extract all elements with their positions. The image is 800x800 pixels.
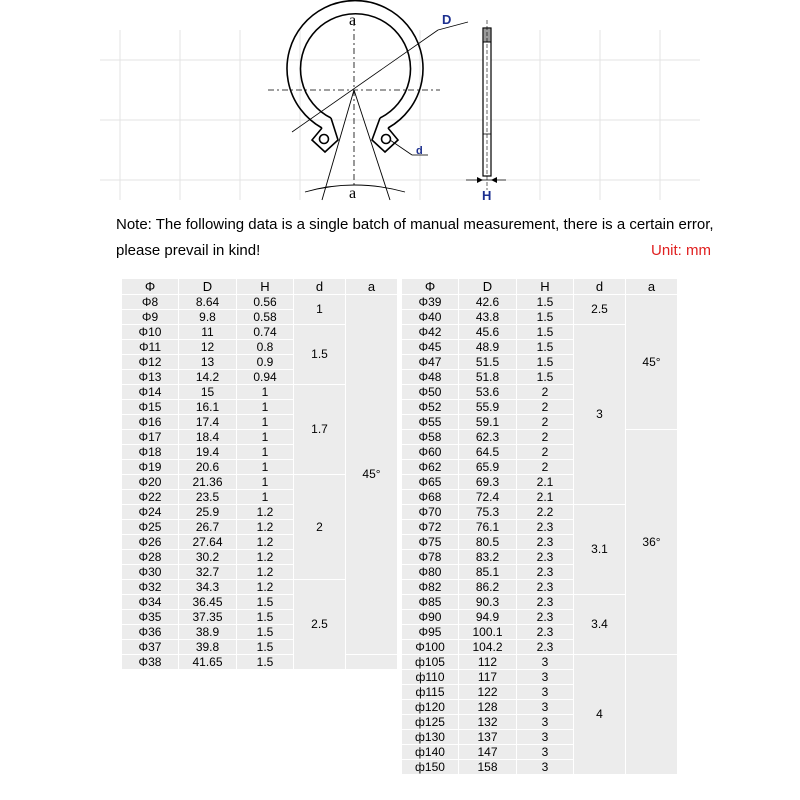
cell-H: 2.3: [517, 520, 574, 535]
cell-size: Φ15: [122, 400, 179, 415]
cell-D: 75.3: [459, 505, 517, 520]
cell-d-group: 3: [574, 325, 626, 505]
cell-H: 3: [517, 730, 574, 745]
cell-size: Φ39: [402, 295, 459, 310]
cell-a-group: [346, 655, 398, 670]
cell-size: Φ62: [402, 460, 459, 475]
cell-size: Φ80: [402, 565, 459, 580]
cell-D: 64.5: [459, 445, 517, 460]
cell-D: 94.9: [459, 610, 517, 625]
cell-D: 83.2: [459, 550, 517, 565]
table-header-row: [402, 279, 678, 295]
cell-size: Φ42: [402, 325, 459, 340]
cell-d-group: 3.4: [574, 595, 626, 655]
header-a: a: [346, 279, 398, 295]
cell-D: 53.6: [459, 385, 517, 400]
cell-D: 43.8: [459, 310, 517, 325]
cell-H: 1.5: [237, 595, 294, 610]
cell-D: 117: [459, 670, 517, 685]
label-a-top: a: [349, 12, 357, 29]
cell-size: Φ11: [122, 340, 179, 355]
cell-size: Φ19: [122, 460, 179, 475]
side-view: [466, 20, 506, 190]
cell-size: Φ9: [122, 310, 179, 325]
cell-size: Φ40: [402, 310, 459, 325]
cell-size: ф150: [402, 760, 459, 775]
cell-size: ф120: [402, 700, 459, 715]
cell-H: 3: [517, 745, 574, 760]
header-D: D: [459, 279, 517, 295]
cell-size: Φ25: [122, 520, 179, 535]
cell-H: 1.5: [517, 310, 574, 325]
cell-H: 2.3: [517, 625, 574, 640]
cell-D: 45.6: [459, 325, 517, 340]
cell-size: Φ20: [122, 475, 179, 490]
cell-H: 1: [237, 415, 294, 430]
cell-size: Φ37: [122, 640, 179, 655]
cell-size: Φ78: [402, 550, 459, 565]
cell-D: 41.65: [179, 655, 237, 670]
cell-d-group: 2: [294, 475, 346, 580]
cell-H: 2.3: [517, 550, 574, 565]
cell-H: 1.2: [237, 505, 294, 520]
cell-size: Φ14: [122, 385, 179, 400]
cell-size: Φ26: [122, 535, 179, 550]
cell-D: 65.9: [459, 460, 517, 475]
cell-size: Φ13: [122, 370, 179, 385]
cell-H: 1: [237, 385, 294, 400]
cell-H: 2: [517, 385, 574, 400]
cell-H: 0.74: [237, 325, 294, 340]
cell-H: 2.3: [517, 580, 574, 595]
cell-size: Φ90: [402, 610, 459, 625]
cell-H: 3: [517, 670, 574, 685]
note-line-1: Note: The following data is a single batch of manual measurement, there is a certain error,: [116, 216, 714, 233]
cell-H: 1.2: [237, 520, 294, 535]
cell-D: 59.1: [459, 415, 517, 430]
cell-a-group: 45°: [346, 295, 398, 655]
cell-H: 2.1: [517, 475, 574, 490]
cell-H: 1.5: [237, 640, 294, 655]
cell-D: 11: [179, 325, 237, 340]
cell-size: Φ18: [122, 445, 179, 460]
cell-size: Φ48: [402, 370, 459, 385]
cell-size: Φ85: [402, 595, 459, 610]
cell-H: 2.2: [517, 505, 574, 520]
cell-H: 1.5: [237, 610, 294, 625]
cell-size: Φ55: [402, 415, 459, 430]
cell-H: 1.2: [237, 565, 294, 580]
cell-H: 0.58: [237, 310, 294, 325]
cell-size: Φ34: [122, 595, 179, 610]
cell-size: Φ82: [402, 580, 459, 595]
cell-size: Φ16: [122, 415, 179, 430]
cell-size: Φ58: [402, 430, 459, 445]
cell-H: 2: [517, 400, 574, 415]
cell-D: 23.5: [179, 490, 237, 505]
cell-H: 2.1: [517, 490, 574, 505]
cell-d-group: 3.1: [574, 505, 626, 595]
cell-H: 1: [237, 490, 294, 505]
table-row: [122, 295, 398, 310]
cell-D: 42.6: [459, 295, 517, 310]
note-line-2: please prevail in kind!: [116, 242, 261, 259]
cell-D: 15: [179, 385, 237, 400]
header-phi: Φ: [402, 279, 459, 295]
table-row: [122, 655, 398, 670]
cell-size: Φ28: [122, 550, 179, 565]
cell-H: 2.3: [517, 535, 574, 550]
cell-H: 1: [237, 430, 294, 445]
header-d: d: [294, 279, 346, 295]
cell-D: 90.3: [459, 595, 517, 610]
cell-D: 85.1: [459, 565, 517, 580]
cell-D: 48.9: [459, 340, 517, 355]
cell-H: 1.2: [237, 580, 294, 595]
table-header-row: [122, 279, 398, 295]
cell-H: 0.94: [237, 370, 294, 385]
cell-D: 32.7: [179, 565, 237, 580]
cell-H: 2.3: [517, 595, 574, 610]
cell-H: 2: [517, 415, 574, 430]
cell-H: 0.8: [237, 340, 294, 355]
cell-D: 36.45: [179, 595, 237, 610]
cell-D: 8.64: [179, 295, 237, 310]
header-H: H: [237, 279, 294, 295]
cell-size: Φ24: [122, 505, 179, 520]
cell-H: 2: [517, 445, 574, 460]
label-D: D: [442, 12, 452, 27]
cell-size: ф110: [402, 670, 459, 685]
cell-H: 1.5: [517, 370, 574, 385]
cell-D: 62.3: [459, 430, 517, 445]
cell-size: Φ100: [402, 640, 459, 655]
cell-size: Φ30: [122, 565, 179, 580]
cell-H: 1: [237, 400, 294, 415]
cell-H: 3: [517, 700, 574, 715]
label-H: H: [482, 188, 492, 203]
drawing-grid: [100, 30, 700, 200]
cell-H: 1.5: [517, 340, 574, 355]
cell-H: 2.3: [517, 565, 574, 580]
cell-H: 0.9: [237, 355, 294, 370]
cell-size: Φ68: [402, 490, 459, 505]
cell-D: 26.7: [179, 520, 237, 535]
cell-H: 3: [517, 655, 574, 670]
cell-D: 39.8: [179, 640, 237, 655]
cell-H: 0.56: [237, 295, 294, 310]
cell-H: 2: [517, 430, 574, 445]
cell-size: Φ12: [122, 355, 179, 370]
table-row: [402, 295, 678, 310]
cell-size: Φ70: [402, 505, 459, 520]
cell-d-group: 1: [294, 295, 346, 325]
cell-D: 128: [459, 700, 517, 715]
cell-H: 1.5: [517, 355, 574, 370]
cell-H: 1: [237, 475, 294, 490]
diameter-line: [292, 30, 438, 132]
cell-size: ф115: [402, 685, 459, 700]
cell-size: Φ72: [402, 520, 459, 535]
cell-size: Φ10: [122, 325, 179, 340]
cell-size: Φ52: [402, 400, 459, 415]
header-H: H: [517, 279, 574, 295]
spec-table-right: [401, 278, 678, 775]
cell-D: 137: [459, 730, 517, 745]
header-phi: Φ: [122, 279, 179, 295]
cell-D: 13: [179, 355, 237, 370]
cell-size: Φ47: [402, 355, 459, 370]
cell-D: 86.2: [459, 580, 517, 595]
cell-D: 38.9: [179, 625, 237, 640]
cell-d-group: 4: [574, 655, 626, 775]
cell-D: 9.8: [179, 310, 237, 325]
cell-D: 72.4: [459, 490, 517, 505]
table-row: [402, 655, 678, 670]
cell-D: 158: [459, 760, 517, 775]
table-row: [402, 430, 678, 445]
cell-size: Φ35: [122, 610, 179, 625]
cell-D: 76.1: [459, 520, 517, 535]
cell-D: 16.1: [179, 400, 237, 415]
cell-D: 112: [459, 655, 517, 670]
cell-H: 3: [517, 685, 574, 700]
cell-H: 1: [237, 445, 294, 460]
header-a: a: [626, 279, 678, 295]
cell-size: Φ38: [122, 655, 179, 670]
cell-D: 104.2: [459, 640, 517, 655]
cell-D: 19.4: [179, 445, 237, 460]
cell-size: ф125: [402, 715, 459, 730]
cell-a-group: 45°: [626, 295, 678, 430]
cell-size: Φ22: [122, 490, 179, 505]
cell-D: 21.36: [179, 475, 237, 490]
cell-H: 3: [517, 715, 574, 730]
cell-a-group: 36°: [626, 430, 678, 655]
label-a-bottom: a: [349, 185, 357, 202]
cell-D: 147: [459, 745, 517, 760]
header-d: d: [574, 279, 626, 295]
cell-D: 51.8: [459, 370, 517, 385]
retaining-ring-drawing: [0, 0, 800, 210]
cell-H: 1.2: [237, 550, 294, 565]
cell-D: 80.5: [459, 535, 517, 550]
cell-D: 37.35: [179, 610, 237, 625]
cell-d-group: 1.5: [294, 325, 346, 385]
header-D: D: [179, 279, 237, 295]
cell-H: 3: [517, 760, 574, 775]
cell-H: 2.3: [517, 640, 574, 655]
cell-D: 25.9: [179, 505, 237, 520]
cell-size: Φ45: [402, 340, 459, 355]
cell-a-group: [626, 655, 678, 775]
cell-D: 30.2: [179, 550, 237, 565]
cell-D: 51.5: [459, 355, 517, 370]
cell-size: Φ36: [122, 625, 179, 640]
cell-size: ф130: [402, 730, 459, 745]
label-d: d: [416, 145, 423, 157]
cell-D: 122: [459, 685, 517, 700]
cell-H: 1.5: [237, 655, 294, 670]
cell-H: 1.5: [517, 325, 574, 340]
cell-size: ф140: [402, 745, 459, 760]
cell-size: Φ8: [122, 295, 179, 310]
cell-d-group: 1.7: [294, 385, 346, 475]
cell-H: 2.3: [517, 610, 574, 625]
unit-label: Unit: mm: [651, 242, 711, 259]
cell-size: Φ17: [122, 430, 179, 445]
cell-size: Φ75: [402, 535, 459, 550]
cell-D: 20.6: [179, 460, 237, 475]
cell-D: 55.9: [459, 400, 517, 415]
cell-D: 100.1: [459, 625, 517, 640]
cell-D: 27.64: [179, 535, 237, 550]
cell-D: 17.4: [179, 415, 237, 430]
cell-size: Φ95: [402, 625, 459, 640]
cell-size: Φ65: [402, 475, 459, 490]
cell-H: 1: [237, 460, 294, 475]
cell-size: Φ50: [402, 385, 459, 400]
cell-H: 2: [517, 460, 574, 475]
cell-D: 132: [459, 715, 517, 730]
spec-table-left: [121, 278, 398, 670]
cell-size: Φ32: [122, 580, 179, 595]
cell-size: ф105: [402, 655, 459, 670]
cell-H: 1.5: [517, 295, 574, 310]
cell-H: 1.2: [237, 535, 294, 550]
cell-D: 12: [179, 340, 237, 355]
cell-d-group: 2.5: [574, 295, 626, 325]
cell-D: 18.4: [179, 430, 237, 445]
angle-a: [305, 90, 405, 200]
cell-D: 14.2: [179, 370, 237, 385]
cell-d-group: 2.5: [294, 580, 346, 670]
cell-D: 34.3: [179, 580, 237, 595]
cell-H: 1.5: [237, 625, 294, 640]
cell-D: 69.3: [459, 475, 517, 490]
cell-size: Φ60: [402, 445, 459, 460]
